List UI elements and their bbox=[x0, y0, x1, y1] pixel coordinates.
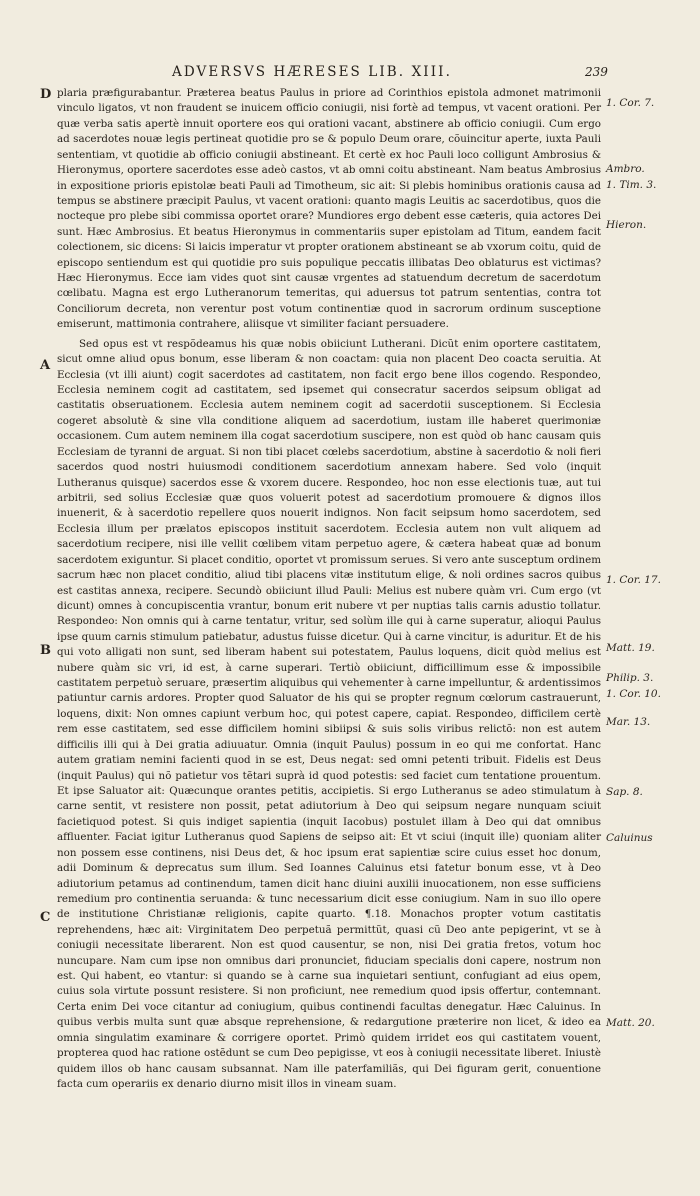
margin-note: Sap. 8. bbox=[606, 786, 643, 798]
page-header bbox=[0, 64, 700, 84]
margin-note: Philip. 3. bbox=[606, 672, 654, 684]
margin-note: Caluinus bbox=[606, 832, 653, 844]
margin-note: 1. Cor. 7. bbox=[606, 97, 655, 109]
section-mark-b: B bbox=[40, 643, 51, 658]
margin-note: Ambro. bbox=[606, 163, 645, 175]
body-text bbox=[57, 86, 601, 1092]
paragraph-2: Sed opus est vt respõdeamus his quæ nobis obiiciunt Lutherani. Dicũt enim oportere castitatem, sicut omne aliud opus bonum, esse liberam & non coactam: quia non placent Deo coacta seruitia. At Ecclesia (vt illi aiunt) cogit sacerdotes ad castitatem, non facit ergo bene illos cogendo. Respondeo, Ecclesia neminem cogit ad castitatem, sed ipsemet qui consecratur sacerdos seipsum obligat ad castitatis obseruationem. Ecclesia autem neminem cogit ad sacerdotii susceptionem. Si Ecclesia cogeret absolutè & sine vlla conditione aliquem ad sacerdotium, iustam ille haberet querimoniæ occasionem. Cum autem neminem illa cogat sacerdotium suscipere, non est quòd ob hanc causam quis Ecclesiam de tyranni de arguat. Si non tibi placet cœlebs sacerdotium, abstine à sacerdotio & noli fieri sacerdos quod nostri huiusmodi conditionem sacerdotium annexam habere. Sed volo (inquit Lutheranus quisque) sacerdos esse & vxorem ducere. Respondeo, hoc non esse electionis tuæ, aut tui arbitrii, sed solius Ecclesiæ quæ quos voluerit potest ad sacerdotium promouere & dignos illos inuenerit, & à sacerdotio repellere quos nouerit indignos. Non facit seipsum homo sacerdotem, sed Ecclesia illum per prælatos episcopos instituit sacerdotem. Ecclesia autem non vult aliquem ad sacerdotium recipere, nisi ille vellit cœlibem vitam perpetuo agere, & cætera habeat quæ ad bonum sacerdotem exiguntur. Si placet conditio, oportet vt promissum serues. Si vero ante susceptum ordinem sacrum hæc non placet conditio, aliud tibi placens vitæ institutum elige, & noli ordines sacros quibus est castitas annexa, recipere. Secundò obiiciunt illud Pauli: Melius est nubere quàm vri. Cum ergo (vt dicunt) omnes à concupiscentia vrantur, bonum erit nubere vt per nuptias talis carnis adustio tollatur. Respondeo: Non omnis qui à carne tentatur, vritur, sed solùm ille qui à carne superatur, alioqui Paulus ipse quum carnis stimulum patiebatur, adustus fuisse dicetur. Qui à carne vincitur, is aduritur. Et de his qui voto alligati non sunt, sed liberam habent sui potestatem, Paulus loquens, dicit quòd melius est nubere quàm sic vri, id est, à carne superari. Tertiò obiiciunt, difficillimum esse & impossibile castitatem perpetuò seruare, præsertim aliquibus qui vehementer à carne impelluntur, & ardentissimos patiuntur carnis ardores. Propter quod Saluator de his qui se propter regnum cœlorum castrauerunt, loquens, dixit: Non omnes capiunt verbum hoc, qui potest capere, capiat. Respondeo, difficilem certè rem esse castitatem, sed esse difficilem homini sibiipsi & suis solis viribus relictõ: non est autem difficilis illi qui à Dei gratia adiuuatur. Omnia (inquit Paulus) possum in eo qui me confortat. Hanc autem gratiam nemini facienti quod in se est, Deus negat: sed omni petenti tribuit. Fidelis est Deus (inquit Paulus) qui nõ patietur vos tẽtari suprà id quod potestis: sed faciet cum tentatione prouentum. Et ipse Saluator ait: Quæcunque orantes petitis, accipietis. Si ergo Lutheranus se adeo stimulatum à carne sentit, vt resistere non possit, petat adiutorium à Deo qui seipsum negare nunquam sciuit facietiquod potest. Si quis indiget sapientia (inquit Iacobus) postulet illam à Deo qui dat omnibus affluenter. Faciat igitur Lutheranus quod Sapiens de seipso ait: Et vt sciui (inquit ille) quoniam aliter non possem esse continens, nisi Deus det, & hoc ipsum erat sapientiæ scire cuius esset hoc donum, adii Dominum & deprecatus sum illum. Sed Ioannes Caluinus etsi fatetur bonum esse, vt à Deo adiutorium petamus ad continendum, tamen dicit hanc diuini auxilii inuocationem, non esse sufficiens remedium pro continentia seruanda: & tunc necessarium dicit esse coniugium. Nam in suo illo opere de institutione Christianæ religionis, capite quarto. ¶.18. Monachos propter votum castitatis reprehendens, hæc ait: Virginitatem Deo perpetuã permittũt, quasi cũ Deo ante pepigerint, vt se à coniugii necessitate liberarent. Non est quod causentur, se non, nisi Dei gratia fretos, votum hoc nuncupare. Nam cum ipse non omnibus dari pronunciet, fiduciam specialis doni capere, nostrum non est. Qui habent, eo vtantur: si quando se à carne sua inquietari sentiunt, confugiant ad eius opem, cuius sola virtute possunt resistere. Si non proficiunt, nee remedium quod ipsis offertur, contemnant. Certa enim Dei voce citantur ad coniugium, quibus continendi facultas denegatur. Hæc Caluinus. In quibus verbis multa sunt quæ absque reprehensione, & redargutione præterire non licet, & ideo ea omnia singulatim examinare & corrigere oportet. Primò quidem irridet eos qui castitatem vouent, propterea quod hac ratione ostẽdunt se cum Deo pepigisse, vt eos à coniugii necessitate liberet. Iniustè quidem illos ob hanc causam subsannat. Nam ille paterfamiliãs, qui Dei figuram gerit, conuentione facta cum operariis ex denario diurno misit illos in vineam suam. bbox=[57, 337, 601, 1090]
margin-note: Matt. 19. bbox=[606, 642, 655, 654]
page-number: 239 bbox=[585, 65, 608, 79]
section-mark-c: C bbox=[40, 910, 51, 925]
section-mark-a: A bbox=[40, 358, 51, 373]
margin-notes bbox=[604, 0, 700, 1196]
margin-note: Mar. 13. bbox=[606, 716, 651, 728]
running-title: ADVERSVS HÆRESES LIB. XIII. bbox=[172, 64, 452, 80]
margin-note: Matt. 20. bbox=[606, 1017, 655, 1029]
paragraph-1: plaria præfigurabantur. Præterea beatus Paulus in priore ad Corinthios epistola admonet matrimonii vinculo ligatos, vt non fraudent se inuicem officio coniugii, nisi fortè ad tempus, vt vacent orationi. Per quæ verba satis apertè innuit oportere eos qui orationi vacant, abstinere ab officio coniugii. Cum ergo ad sacerdotes nouæ legis pertineat quotidie pro se & populo Deum orare, cõuincitur aperte, iuxta Pauli sententiam, vt quotidie ab officio coniugii abstineant. Et certè ex hoc Pauli loco colligunt Ambrosius & Hieronymus, oportere sacerdotes esse adeò castos, vt ab omni coitu abstineant. Nam beatus Ambrosius in expositione prioris epistolæ beati Pauli ad Timotheum, sic ait: Si plebis hominibus orationis causa ad tempus se abstinere præcipit Paulus, vt vacent orationi: quanto magis Leuitis ac sacerdotibus, quos die nocteque pro plebe sibi commissa oportet orare? Mundiores ergo debent esse cæteris, quia actores Dei sunt. Hæc Ambrosius. Et beatus Hieronymus in commentariis super epistolam ad Titum, eandem facit colectionem, sic dicens: Si laicis imperatur vt propter orationem abstineant se ab vxorum coitu, quid de episcopo sentiendum est qui quotidie pro suis populique peccatis illibatas Deo oblaturus est victimas? Hæc Hieronymus. Ecce iam vides quot sint causæ vrgentes ad statuendum decretum de sacerdotum cœlibatu. Magna est ergo Lutheranorum temeritas, qui aduersus tot patrum sententias, contra tot Conciliorum decreta, non verentur post votum continentiæ quod in sacrorum ordinum susceptione emiserunt, mattimonia contrahere, aliisque vt similiter faciant persuadere. bbox=[57, 87, 601, 331]
margin-note: 1. Cor. 10. bbox=[606, 688, 661, 700]
margin-note: 1. Cor. 17. bbox=[606, 574, 661, 586]
margin-note: 1. Tim. 3. bbox=[606, 179, 657, 191]
margin-note: Hieron. bbox=[606, 219, 647, 231]
section-mark-d: D bbox=[40, 87, 52, 102]
